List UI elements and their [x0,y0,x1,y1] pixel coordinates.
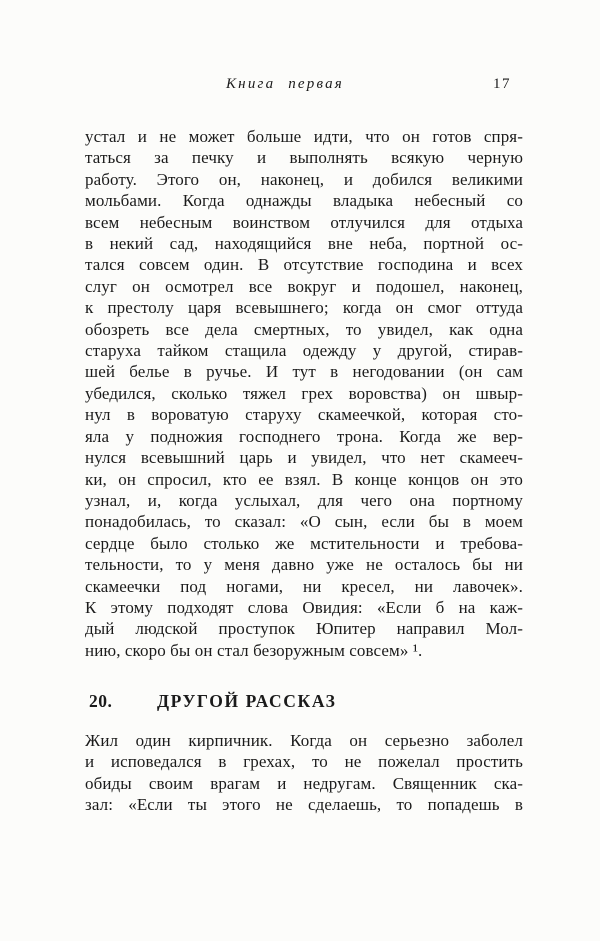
text-line: Жил один кирпичник. Когда он серьезно заболел [85,731,523,750]
text-line: нию, скоро бы он стал безоружным совсем» ¹. [85,640,423,660]
text-line: яла у подножия господнего трона. Когда же вер- [85,426,523,446]
text-line: таться за печку и выполнять всякую черную [85,148,523,168]
text-line: ки, он спросил, кто ее взял. В конце концов он это [85,469,523,489]
text-line: обозреть все дела смертных, то увидел, как одна [85,319,523,339]
text-line: убедился, сколько тяжел грех воровства) он швыр- [85,383,523,403]
text-line: тался совсем один. В отсутствие господина и всех [85,255,523,275]
text-line: дый людской проступок Юпитер направил Мол- [85,619,523,639]
text-line: зал: «Если ты этого не сделаешь, то попадешь в [85,795,523,815]
page-number: 17 [493,76,511,92]
text-line: работу. Этого он, наконец, и добился великими [85,169,523,189]
text-line: к престолу царя всевышнего; когда он смог оттуда [85,298,523,318]
text-line: скамеечки под ногами, ни кресел, ни лавочек». [85,576,523,596]
text-line: мольбами. Когда однажды владыка небесный со [85,191,523,211]
text-line: и исповедался в грехах, то не пожелал простить [85,752,523,772]
text-line: устал и не может больше идти, что он готов спря- [85,127,523,146]
text-line: нулся всевышний царь и увидел, что нет скамееч- [85,448,523,468]
text-line: тельности, то у меня давно уже не осталось бы ни [85,555,523,575]
text-line: старуха тайком стащила одежду у другой, стирав- [85,341,523,361]
text-line: слуг он осмотрел все вокруг и подошел, наконец, [85,276,523,296]
section-title: ДРУГОЙ РАССКАЗ [157,691,337,711]
section-number: 20. [89,691,113,711]
section-heading [85,691,523,715]
text-line: всем небесным воинством отлучился для отдыха [85,212,523,232]
running-title: Книга первая [226,76,344,92]
text-line: обиды своим врагам и недругам. Священник ска- [85,773,523,793]
text-line: К этому подходят слова Овидия: «Если б на каж- [85,597,523,617]
text-line: в некий сад, находящийся вне неба, портной ос- [85,234,523,254]
text-line: шей белье в ручье. И тут в негодовании (он сам [85,362,523,382]
text-line: сердце было столько же мстительности и требова- [85,533,523,553]
text-line: нул в вороватую старуху скамеечкой, которая сто- [85,405,523,425]
text-line: понадобилась, то сказал: «О сын, если бы в моем [85,512,523,532]
text-line: узнал, и, когда услыхал, для чего она портному [85,490,523,510]
paragraph-continuation [85,126,523,661]
page-header [85,76,523,98]
paragraph-new-story [85,730,523,816]
